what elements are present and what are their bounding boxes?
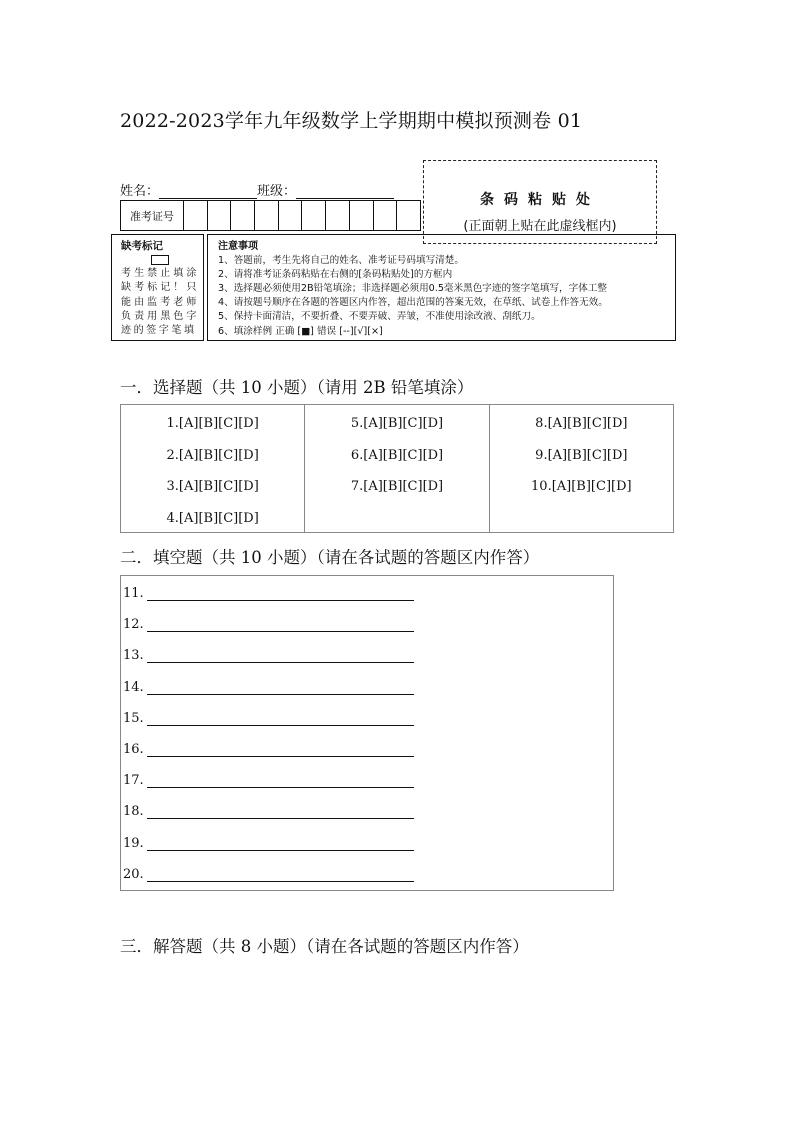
exam-id-cell[interactable]: [208, 201, 232, 230]
fill-row: [123, 586, 414, 601]
fill-row: [123, 711, 414, 726]
fill-answer-line[interactable]: [147, 712, 414, 726]
fill-row: [123, 867, 414, 882]
section2-heading: 二．填空题（共 10 小题）（请在各试题的答题区内作答）: [120, 548, 540, 567]
class-label: 班级：: [257, 184, 297, 199]
exam-id-cell[interactable]: [279, 201, 303, 230]
choice-answer-grid: [120, 404, 674, 533]
exam-id-cell[interactable]: [255, 201, 279, 230]
fill-answer-line[interactable]: [147, 774, 414, 788]
section1-heading: 一．选择题（共 10 小题）（请用 2B 铅笔填涂）: [120, 378, 474, 397]
page-title: 2022-2023学年九年级数学上学期期中模拟预测卷 01: [120, 110, 583, 132]
exam-id-cell[interactable]: [231, 201, 255, 230]
barcode-title: 条码粘贴处: [480, 192, 600, 208]
notes-item: 3、选择题必须使用2B铅笔填涂；非选择题必须用0.5毫米黑色字迹的签字笔填写，字体工整: [218, 283, 608, 295]
name-label: 姓名：: [120, 184, 160, 199]
choice-item[interactable]: 6.[A][B][C][D]: [350, 447, 444, 463]
choice-item[interactable]: 4.[A][B][C][D]: [166, 510, 259, 526]
fill-row: [123, 836, 414, 851]
barcode-area: [423, 160, 657, 244]
fill-row: [123, 773, 414, 788]
missing-mark-checkbox[interactable]: [151, 255, 169, 265]
exam-id-cell[interactable]: [350, 201, 374, 230]
exam-id-cell[interactable]: [302, 201, 326, 230]
notes-box: [207, 234, 676, 341]
fill-answer-line[interactable]: [147, 681, 414, 695]
notes-item: 4、请按题号顺序在各题的答题区内作答，超出范围的答案无效，在草纸、试卷上作答无效。: [218, 297, 608, 309]
choice-item[interactable]: 5.[A][B][C][D]: [350, 416, 444, 431]
fill-answer-area: [120, 575, 614, 891]
fill-row: [123, 804, 414, 819]
fill-row: [123, 648, 414, 663]
choice-item[interactable]: 2.[A][B][C][D]: [166, 447, 259, 463]
choice-column: [490, 405, 673, 532]
choice-column: [305, 405, 489, 532]
choice-item[interactable]: 1.[A][B][C][D]: [166, 416, 259, 431]
notes-title: 注意事项: [218, 241, 258, 252]
exam-id-cell[interactable]: [326, 201, 350, 230]
notes-item: 6、填涂样例 正确 [■] 错误 [--][√][×]: [218, 325, 383, 337]
missing-mark-box: [111, 234, 204, 341]
fill-number: 18.: [123, 804, 144, 819]
fill-row: [123, 617, 414, 632]
fill-number: 20.: [123, 867, 144, 882]
choice-item[interactable]: 8.[A][B][C][D]: [535, 416, 628, 431]
section3-heading: 三．解答题（共 8 小题）（请在各试题的答题区内作答）: [120, 937, 529, 956]
choice-item[interactable]: 7.[A][B][C][D]: [350, 479, 444, 494]
fill-number: 13.: [123, 648, 144, 663]
fill-number: 19.: [123, 836, 144, 851]
notes-item: 5、保持卡面清洁，不要折叠、不要弄破、弄皱，不准使用涂改液、刮纸刀。: [218, 311, 541, 323]
fill-number: 17.: [123, 773, 144, 788]
fill-answer-line[interactable]: [147, 805, 414, 819]
notes-item: 1、答题前，考生先将自己的姓名、准考证号码填写清楚。: [218, 255, 464, 267]
choice-item[interactable]: 10.[A][B][C][D]: [531, 479, 632, 494]
fill-number: 14.: [123, 680, 144, 695]
name-field[interactable]: [159, 184, 257, 199]
missing-mark-title: 缺考标记: [121, 240, 163, 252]
fill-answer-line[interactable]: [147, 618, 414, 632]
fill-row: [123, 680, 414, 695]
fill-answer-line[interactable]: [147, 743, 414, 757]
class-field[interactable]: [296, 184, 394, 199]
missing-mark-text: 考生禁止填涂缺考标记！只能由监考老师负责用黑色字迹的签字笔填: [121, 268, 199, 337]
exam-id-cell[interactable]: [397, 201, 420, 230]
fill-answer-line[interactable]: [147, 837, 414, 851]
exam-id-label: 准考证号: [121, 201, 184, 230]
choice-item[interactable]: 3.[A][B][C][D]: [166, 479, 259, 494]
fill-answer-line[interactable]: [147, 649, 414, 663]
exam-id-cell[interactable]: [184, 201, 208, 230]
exam-id-grid: [120, 200, 421, 231]
notes-item: 2、请将准考证条码粘贴在右侧的[条码粘贴处]的方框内: [218, 269, 453, 281]
fill-number: 16.: [123, 742, 144, 757]
barcode-subtitle: (正面朝上贴在此虚线框内): [463, 219, 617, 234]
student-info-row: [120, 180, 394, 199]
choice-item[interactable]: 9.[A][B][C][D]: [535, 447, 628, 463]
choice-column: [121, 405, 305, 532]
exam-id-cell[interactable]: [374, 201, 398, 230]
fill-number: 12.: [123, 617, 144, 632]
fill-number: 15.: [123, 711, 144, 726]
fill-number: 11.: [123, 586, 144, 601]
fill-row: [123, 742, 414, 757]
fill-answer-line[interactable]: [147, 868, 414, 882]
fill-answer-line[interactable]: [147, 587, 414, 601]
